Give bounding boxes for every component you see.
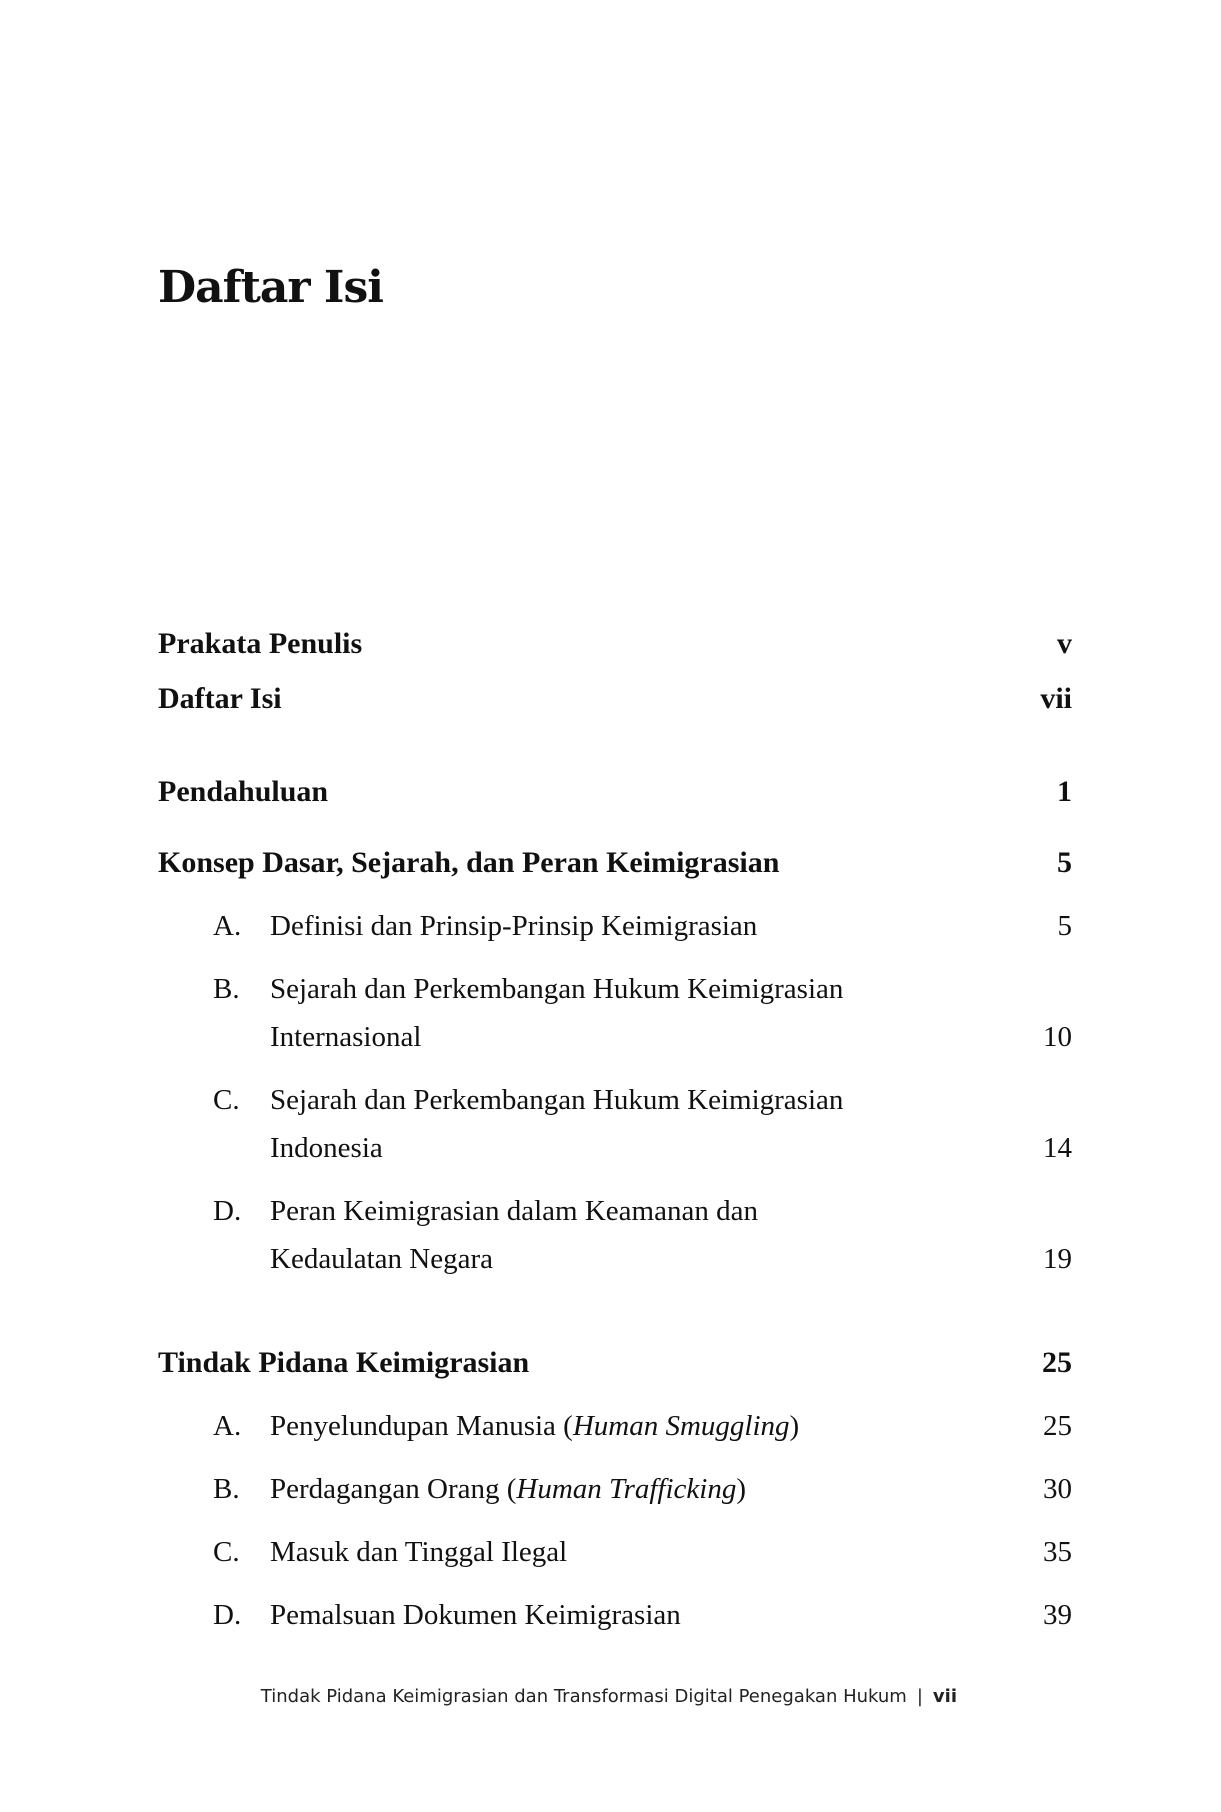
toc-entry-label-line: Internasional: [270, 1021, 422, 1053]
toc-entry-label: Konsep Dasar, Sejarah, dan Peran Keimigrasian: [158, 846, 780, 879]
toc-entry-page: 30: [1043, 1473, 1072, 1505]
toc-entry-letter: C.: [213, 1536, 240, 1568]
toc-entry-label: Masuk dan Tinggal Ilegal: [270, 1536, 568, 1568]
toc-entry-label-line: Peran Keimigrasian dalam Keamanan dan: [270, 1195, 758, 1227]
toc-entry-label: [270, 1187, 960, 1283]
toc-entry-pendahuluan[interactable]: [158, 768, 1072, 816]
toc-entry-page: v: [1057, 627, 1072, 660]
toc-entry-page: 25: [1042, 1346, 1072, 1379]
toc-entry-label-line: Indonesia: [270, 1132, 383, 1164]
toc-entry-letter: C.: [213, 1084, 240, 1116]
toc-entry-label-text: ): [736, 1473, 746, 1505]
toc-entry-label: Pemalsuan Dokumen Keimigrasian: [270, 1599, 681, 1631]
toc-entry-label-text: Penyelundupan Manusia (: [270, 1410, 573, 1442]
toc-entry-2d[interactable]: [158, 1591, 1072, 1639]
toc-entry-page: 39: [1043, 1599, 1072, 1631]
toc-entry-1b[interactable]: [158, 965, 1072, 1061]
toc-entry-label: Prakata Penulis: [158, 627, 363, 660]
toc-entry-daftar-isi[interactable]: [158, 675, 1072, 723]
toc-entry-label: Daftar Isi: [158, 682, 282, 715]
toc-entry-page: 10: [1043, 1021, 1072, 1053]
toc-entry-letter: D.: [213, 1195, 242, 1227]
toc-entry-label-text: Perdagangan Orang (: [270, 1473, 517, 1505]
toc-entry-label-line: Sejarah dan Perkembangan Hukum Keimigrasian: [270, 973, 844, 1005]
toc-entry-label-text: ): [789, 1410, 800, 1442]
toc-entry-1c[interactable]: [158, 1076, 1072, 1172]
toc-entry-page: 14: [1043, 1132, 1072, 1164]
toc-entry-label: [270, 1402, 960, 1450]
page-title: Daftar Isi: [158, 262, 383, 313]
footer-separator: |: [916, 1686, 923, 1707]
toc-entry-2b[interactable]: [158, 1465, 1072, 1513]
toc-entry-1d[interactable]: [158, 1187, 1072, 1283]
toc-entry-letter: B.: [213, 973, 240, 1005]
toc-entry-letter: A.: [213, 1410, 242, 1442]
toc-entry-page: 35: [1043, 1536, 1072, 1568]
footer-book-title: Tindak Pidana Keimigrasian dan Transformasi Digital Penegakan Hukum: [260, 1686, 907, 1707]
toc-entry-label-line: Kedaulatan Negara: [270, 1243, 494, 1275]
toc-entry-2c[interactable]: [158, 1528, 1072, 1576]
toc-entry-label: [270, 965, 960, 1061]
toc-entry-page: 25: [1043, 1410, 1072, 1442]
toc-entry-page: 1: [1057, 775, 1072, 808]
toc-entry-label: Tindak Pidana Keimigrasian: [158, 1346, 530, 1379]
toc-entry-label-italic: Human Trafficking: [516, 1473, 737, 1505]
toc-entry-label: Definisi dan Prinsip-Prinsip Keimigrasian: [270, 910, 758, 942]
toc-entry-label-italic: Human Smuggling: [572, 1410, 790, 1442]
toc-entry-chapter-1[interactable]: [158, 839, 1072, 887]
toc-entry-label: [270, 1076, 960, 1172]
toc-entry-label: Pendahuluan: [158, 775, 329, 808]
toc-entry-page: 5: [1057, 910, 1072, 942]
toc-entry-label-line: Sejarah dan Perkembangan Hukum Keimigrasian: [270, 1084, 844, 1116]
toc-entry-page: vii: [1040, 682, 1072, 715]
toc-entry-label: [270, 1465, 960, 1513]
toc-entry-page: 19: [1043, 1243, 1072, 1275]
toc-entry-letter: A.: [213, 910, 242, 942]
toc-entry-2a[interactable]: [158, 1402, 1072, 1450]
page-footer: [261, 1686, 957, 1707]
toc-entry-prakata[interactable]: [158, 620, 1072, 668]
toc-entry-letter: D.: [213, 1599, 242, 1631]
toc-entry-1a[interactable]: [158, 902, 1072, 950]
toc-entry-page: 5: [1057, 846, 1072, 879]
toc-entry-chapter-2[interactable]: [158, 1339, 1072, 1387]
footer-page-number: vii: [932, 1686, 957, 1707]
toc-entry-letter: B.: [213, 1473, 240, 1505]
